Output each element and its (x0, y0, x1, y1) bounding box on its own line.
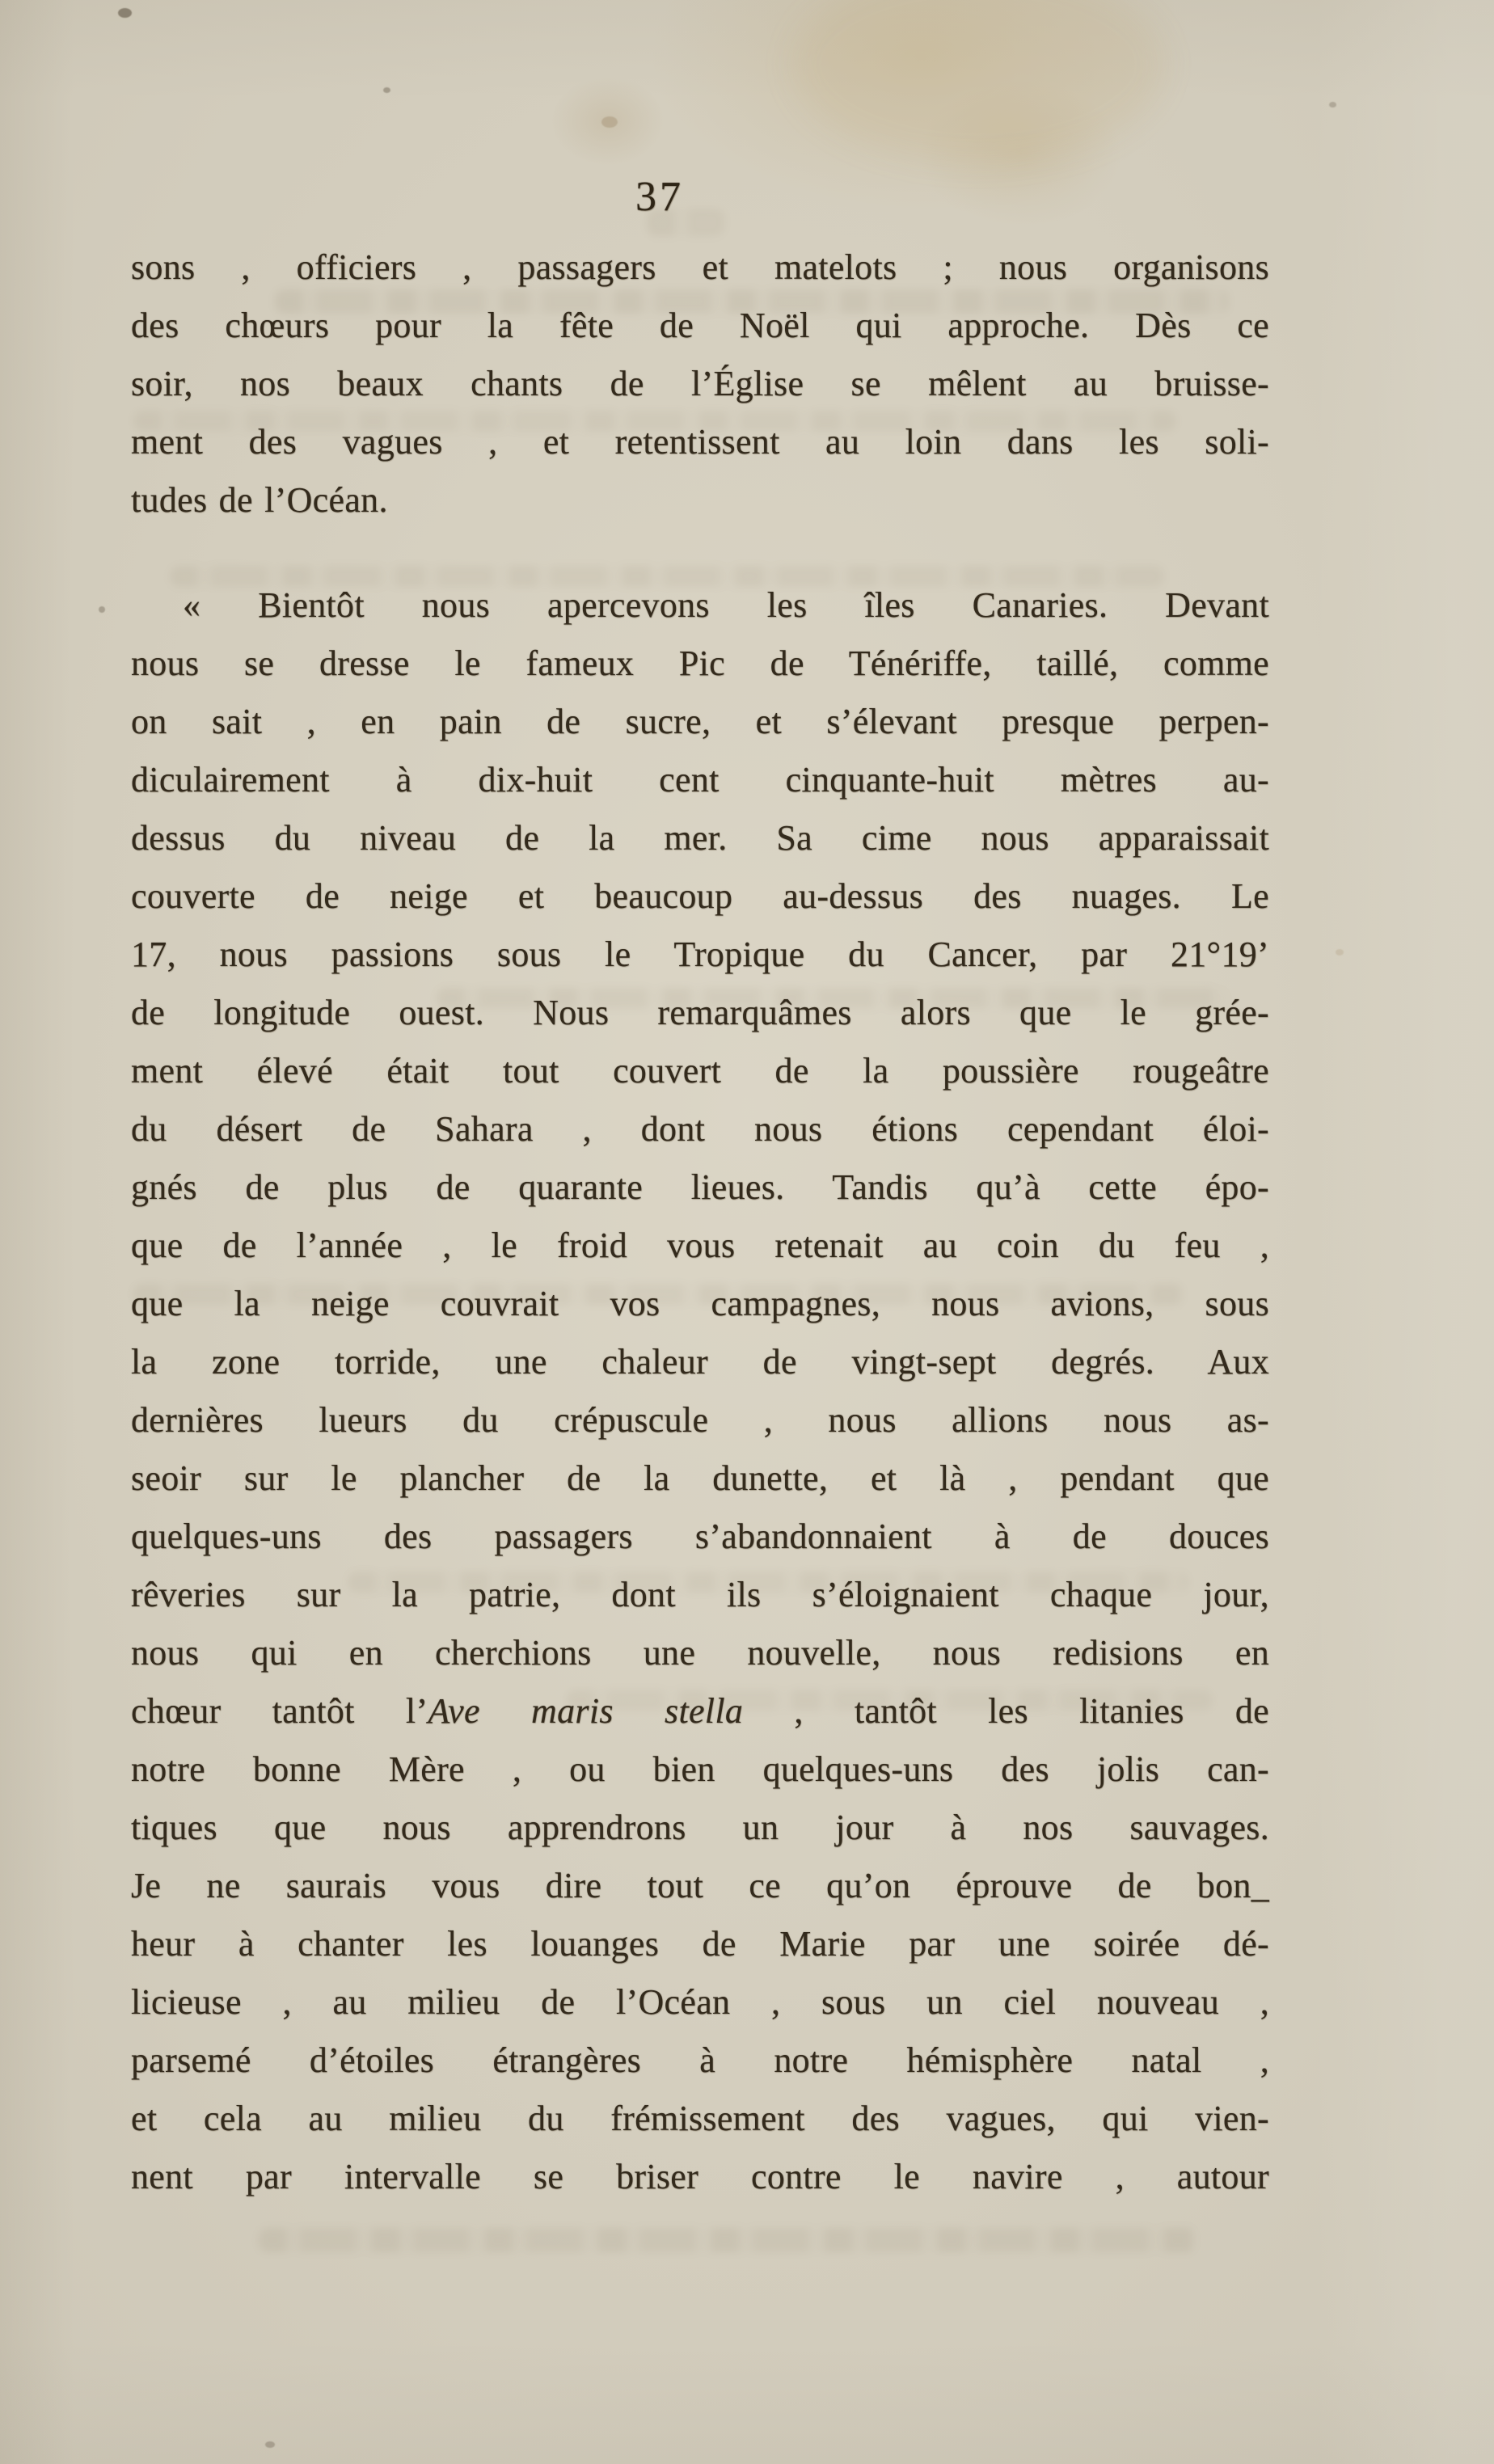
text-line: nous se dresse le fameux Pic de Ténériffe, taillé, comme (131, 643, 1269, 683)
ink-speck (1329, 102, 1336, 108)
ink-showthrough (259, 2228, 1196, 2252)
ink-speck (118, 8, 132, 18)
text-line: Je ne saurais vous dire tout ce qu’on éprouve de bon_ (131, 1866, 1269, 1905)
text-line: soir, nos beaux chants de l’Église se mêlent au bruisse- (131, 364, 1269, 403)
text-line: que la neige couvrait vos campagnes, nous avions, sous (131, 1284, 1269, 1323)
text-line: sons , officiers , passagers et matelots ; nous organisons (131, 247, 1269, 287)
text-line: couverte de neige et beaucoup au-dessus des nuages. Le (131, 876, 1269, 916)
text-line: nous qui en cherchions une nouvelle, nous redisions en (131, 1633, 1269, 1673)
text-line: nent par intervalle se briser contre le navire , autour (131, 2157, 1269, 2196)
paragraph (131, 576, 1269, 2206)
paragraph (131, 238, 1269, 530)
text-line: quelques-uns des passagers s’abandonnaient à de douces (131, 1517, 1269, 1556)
text-line: ment des vagues , et retentissent au loin dans les soli- (131, 422, 1269, 462)
text-line: dessus du niveau de la mer. Sa cime nous apparaissait (131, 818, 1269, 858)
text-line: tiques que nous apprendrons un jour à nos sauvages. (131, 1808, 1269, 1847)
page-number: 37 (635, 174, 684, 220)
text-line: diculairement à dix-huit cent cinquante-huit mètres au- (131, 760, 1269, 800)
text-line: seoir sur le plancher de la dunette, et là , pendant que (131, 1458, 1269, 1498)
text-line: heur à chanter les louanges de Marie par une soirée dé- (131, 1924, 1269, 1964)
text-line: on sait , en pain de sucre, et s’élevant presque perpen- (131, 702, 1269, 741)
ink-speck (601, 116, 618, 128)
text-line: chœur tantôt l’Ave maris stella , tantôt les litanies de (131, 1691, 1269, 1731)
text-line: gnés de plus de quarante lieues. Tandis qu’à cette épo- (131, 1167, 1269, 1207)
ink-speck (265, 2441, 275, 2448)
ink-speck (99, 606, 105, 613)
text-line: parsemé d’étoiles étrangères à notre hémisphère natal , (131, 2040, 1269, 2080)
text-line: 17, nous passions sous le Tropique du Cancer, par 21°19’ (131, 935, 1269, 974)
text-line: ment élevé était tout couvert de la poussière rougeâtre (131, 1051, 1269, 1091)
text-line: licieuse , au milieu de l’Océan , sous un ciel nouveau , (131, 1982, 1269, 2022)
ink-speck (383, 87, 390, 93)
text-line: et cela au milieu du frémissement des vagues, qui vien- (131, 2099, 1269, 2138)
text-line: des chœurs pour la fête de Noël qui approche. Dès ce (131, 306, 1269, 345)
ink-speck (1336, 949, 1344, 956)
text-line: de longitude ouest. Nous remarquâmes alors que le grée- (131, 993, 1269, 1032)
italic-phrase: Ave maris stella (428, 1691, 744, 1731)
page-text (131, 238, 1269, 2206)
text-line: dernières lueurs du crépuscule , nous allions nous as- (131, 1400, 1269, 1440)
text-line: rêveries sur la patrie, dont ils s’éloignaient chaque jour, (131, 1575, 1269, 1614)
text-line: « Bientôt nous apercevons les îles Canaries. Devant (183, 585, 1269, 625)
text-line: notre bonne Mère , ou bien quelques-uns des jolis can- (131, 1749, 1269, 1789)
paper-stain (792, 0, 1164, 162)
text-line: que de l’année , le froid vous retenait au coin du feu , (131, 1226, 1269, 1265)
text-line: tudes de l’Océan. (131, 480, 388, 520)
text-line: du désert de Sahara , dont nous étions cependant éloi- (131, 1109, 1269, 1149)
text-line: la zone torride, une chaleur de vingt-sept degrés. Aux (131, 1342, 1269, 1382)
